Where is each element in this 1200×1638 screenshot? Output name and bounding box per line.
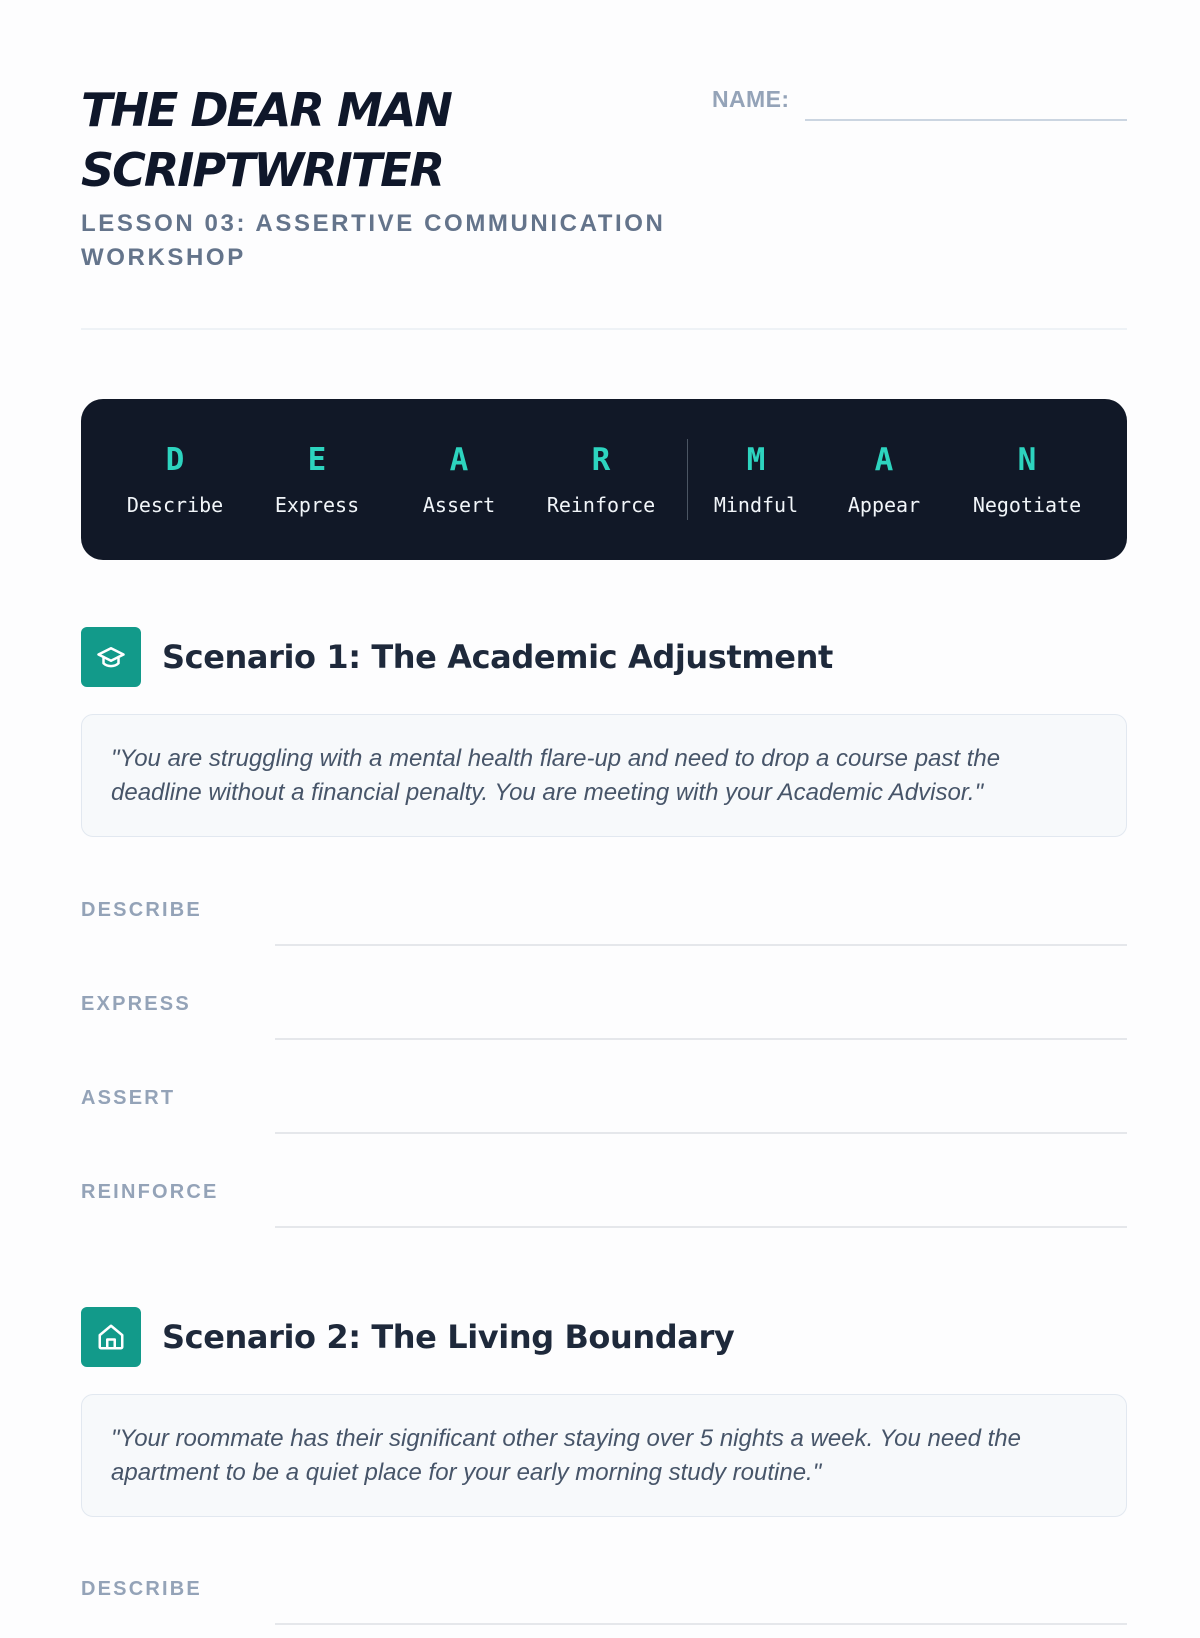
field-label: DESCRIBE <box>81 1578 202 1600</box>
acronym-letter: R <box>591 442 611 478</box>
acronym-letter: E <box>307 442 327 478</box>
acronym-letter: D <box>165 442 185 478</box>
graduation-cap-icon <box>81 627 141 687</box>
acronym-letter: A <box>874 442 894 478</box>
acronym-word: Negotiate <box>972 493 1082 517</box>
acronym-word: Assert <box>422 493 496 517</box>
write-line[interactable] <box>275 1132 1127 1134</box>
acronym-express <box>247 399 387 560</box>
name-field[interactable] <box>712 82 1127 122</box>
page-title: THE DEAR MAN SCRIPTWRITER <box>81 83 451 197</box>
acronym-appear <box>814 399 954 560</box>
acronym-letter: A <box>449 442 469 478</box>
acronym-word: Reinforce <box>546 493 656 517</box>
write-line[interactable] <box>275 1038 1127 1040</box>
scenario-2-prompt: "Your roommate has their significant other staying over 5 nights a week. You need the apartment to be a quiet place for your early morning study routine." <box>111 1425 1021 1486</box>
header-divider <box>81 328 1127 330</box>
scenario-1-express-row[interactable] <box>81 993 1127 1053</box>
scenario-1-prompt-box <box>81 714 1127 837</box>
scenario-2-title: Scenario 2: The Living Boundary <box>162 1318 735 1356</box>
scenario-1-describe-row[interactable] <box>81 899 1127 959</box>
acronym-word: Mindful <box>713 493 799 517</box>
scenario-2-header <box>81 1307 1127 1367</box>
home-icon <box>81 1307 141 1367</box>
acronym-word: Appear <box>847 493 921 517</box>
scenario-1-assert-row[interactable] <box>81 1087 1127 1147</box>
write-line[interactable] <box>275 1226 1127 1228</box>
acronym-reinforce <box>531 399 671 560</box>
acronym-negotiate <box>957 399 1097 560</box>
scenario-2-describe-row[interactable] <box>81 1578 1127 1638</box>
acronym-letter: N <box>1017 442 1037 478</box>
write-line[interactable] <box>275 1623 1127 1625</box>
lesson-subtitle: LESSON 03: ASSERTIVE COMMUNICATION WORKSHOP <box>81 210 666 271</box>
acronym-mindful <box>686 399 826 560</box>
field-label: ASSERT <box>81 1087 176 1109</box>
scenario-1-prompt: "You are struggling with a mental health flare-up and need to drop a course past the deadline without a financial penalty. You are meeting with your Academic Advisor." <box>111 745 1001 806</box>
write-line[interactable] <box>275 944 1127 946</box>
scenario-1-reinforce-row[interactable] <box>81 1181 1127 1241</box>
field-label: EXPRESS <box>81 993 191 1015</box>
scenario-2-prompt-box <box>81 1394 1127 1517</box>
scenario-1-header <box>81 627 1127 687</box>
worksheet-page <box>81 0 1127 1600</box>
acronym-describe <box>105 399 245 560</box>
name-label: NAME: <box>712 86 790 112</box>
worksheet-header <box>81 0 1127 330</box>
dearman-acronym-banner <box>81 399 1127 560</box>
acronym-assert <box>389 399 529 560</box>
field-label: REINFORCE <box>81 1181 219 1203</box>
acronym-letter: M <box>746 442 766 478</box>
acronym-word: Express <box>274 493 360 517</box>
name-write-line[interactable] <box>805 119 1127 121</box>
field-label: DESCRIBE <box>81 899 202 921</box>
scenario-1-title: Scenario 1: The Academic Adjustment <box>162 638 833 676</box>
acronym-word: Describe <box>126 493 224 517</box>
